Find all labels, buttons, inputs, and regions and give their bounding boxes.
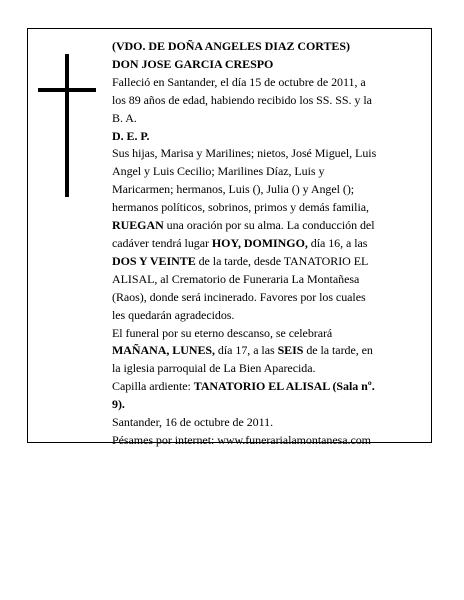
death-line-3: B. A. — [112, 110, 137, 125]
family-line-2: Angel y Luis Cecilio; Marilines Díaz, Luis y — [112, 164, 325, 179]
family-line-8: ALISAL, al Crematorio de Funeraria La Montañesa — [112, 271, 360, 286]
deceased-name: DON JOSE GARCIA CRESPO — [112, 56, 274, 71]
cross-icon — [65, 54, 69, 197]
cross-icon-bar — [38, 88, 96, 92]
death-line-2: los 89 años de edad, habiendo recibido los SS. SS. y la — [112, 92, 372, 107]
capilla-line-2: 9). — [112, 397, 125, 412]
dep-line: D. E. P. — [112, 128, 150, 143]
family-line-3: Maricarmen; hermanos, Luis (), Julia () y Angel (); — [112, 182, 355, 197]
family-line-4: hermanos políticos, sobrinos, primos y demás familia, — [112, 200, 369, 215]
family-line-6: cadáver tendrá lugar HOY, DOMINGO, día 16, a las — [112, 235, 368, 250]
family-line-9: (Raos), donde será incinerado. Favores por los cuales — [112, 289, 366, 304]
family-line-1: Sus hijas, Marisa y Marilines; nietos, José Miguel, Luis — [112, 146, 377, 161]
family-line-5: RUEGAN una oración por su alma. La conducción del — [112, 218, 375, 233]
condolences-line: Pésames por internet: www.funerarialamontanesa.com — [112, 432, 371, 447]
obituary-text — [112, 38, 424, 450]
family-line-10: les quedarán agradecidos. — [112, 307, 235, 322]
capilla-line-1: Capilla ardiente: TANATORIO EL ALISAL (Sala nº. — [112, 379, 375, 394]
family-line-7: DOS Y VEINTE de la tarde, desde TANATORIO EL — [112, 253, 369, 268]
funeral-line-2: MAÑANA, LUNES, día 17, a las SEIS de la tarde, en — [112, 343, 373, 358]
funeral-line-3: la iglesia parroquial de La Bien Aparecida. — [112, 361, 316, 376]
place-date: Santander, 16 de octubre de 2011. — [112, 415, 274, 430]
death-line-1: Falleció en Santander, el día 15 de octubre de 2011, a — [112, 74, 366, 89]
widow-line: (VDO. DE DOÑA ANGELES DIAZ CORTES) — [112, 39, 350, 53]
funeral-line-1: El funeral por su eterno descanso, se celebrará — [112, 325, 333, 340]
